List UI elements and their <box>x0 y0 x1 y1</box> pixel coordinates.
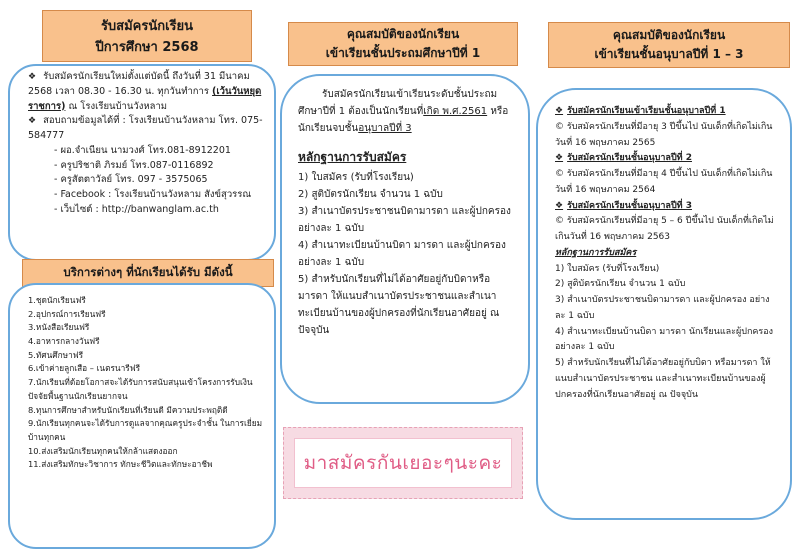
contact-teacher-1: - ครูปริชาติ ภิรมย์ โทร.087-0116892 <box>54 159 214 171</box>
contact-info: ❖ สอบถามข้อมูลได้ที่ : โรงเรียนบ้านวังหลาม โทร. 075-584777 <box>28 115 263 142</box>
list-item: 9.นักเรียนทุกคนจะได้รับการดูแลจากคุณครูประจำชั้น ในการเยี่ยมบ้านทุกคน <box>28 418 263 442</box>
k2-title: ❖ รับสมัครนักเรียนชั้นอนุบาลปีที่ 2 <box>555 153 692 164</box>
diamond-bullet-icon: ❖ <box>28 72 37 82</box>
enrollment-info <box>28 70 264 218</box>
grade1-intro: รับสมัครนักเรียนเข้าเรียนระดับชั้นประถมศึกษาปีที่ 1 ต้องเป็นนักเรียนที่เกิด พ.ศ.2561 หรือนักเรียนจบชั้นอนุบาลปีที่ 3 <box>298 89 509 134</box>
list-item: 10.ส่งเสริมนักเรียนทุกคนให้กล้าแสดงออก <box>28 445 178 456</box>
diamond-bullet-icon: ❖ <box>28 116 37 127</box>
diamond-bullet-icon: ❖ <box>555 200 564 211</box>
diamond-bullet-icon: ❖ <box>555 153 564 164</box>
k2-desc: © รับสมัครนักเรียนที่มีอายุ 4 ปีขึ้นไป นับเด็กที่เกิดไม่เกินวันที่ 16 พฤษภาคม 2564 <box>555 169 773 195</box>
kindergarten-docs-title: หลักฐานการรับสมัคร <box>555 247 637 258</box>
list-item: 1.ชุดนักเรียนฟรี <box>28 295 86 305</box>
list-item: 5) สำหรับนักเรียนที่ไม่ได้อาศัยอยู่กับบิดา หรือมารดา ให้แนบสำเนาบัตรประชาชน และสำเนาทะเบียนบ้านของผู้ปกครองที่นักเรียนอาศัยอยู่ ณ ปัจจุบัน <box>555 358 771 400</box>
enrollment-period: ❖ รับสมัครนักเรียนใหม่ตั้งแต่บัดนี้ ถึงวันที่ 31 มีนาคม 2568 เวลา 08.30 - 16.30 น. ทุกวันทำการ (เว้นวันหยุดราชการ) ณ โรงเรียนบ้านวังหลาม <box>28 71 262 112</box>
list-item: 3) สำเนาบัตรประชาชนบิดามารดา และผู้ปกครอง อย่างละ 1 ฉบับ <box>298 206 511 235</box>
list-item: 4) สำเนาทะเบียนบ้านบิดา มารดา และผู้ปกครอง อย่างละ 1 ฉบับ <box>298 240 506 269</box>
list-item: 5.ทัศนศึกษาฟรี <box>28 349 84 360</box>
k1-desc: © รับสมัครนักเรียนที่มีอายุ 3 ปีขึ้นไป นับเด็กที่เกิดไม่เกินวันที่ 16 พฤษภาคม 2565 <box>555 121 773 148</box>
list-item: 2) สูติบัตรนักเรียน จำนวน 1 ฉบับ <box>298 189 443 201</box>
list-item: 1) ใบสมัคร (รับที่โรงเรียน) <box>298 172 414 184</box>
services-list <box>28 294 264 472</box>
list-item: 1) ใบสมัคร (รับที่โรงเรียน) <box>555 263 660 274</box>
grade1-docs-title: หลักฐานการรับสมัคร <box>298 150 407 164</box>
grade1-content <box>298 86 512 339</box>
enrollment-title: รับสมัครนักเรียน <box>100 19 194 34</box>
contact-facebook: - Facebook : โรงเรียนบ้านวังหลาม สังข์สุวรรณ <box>54 189 252 201</box>
k1-title: ❖ รับสมัครนักเรียนเข้าเรียนชั้นอนุบาลปีที่ 1 <box>555 106 726 116</box>
enrollment-header <box>42 10 252 62</box>
signup-banner-text: มาสมัครกันเยอะๆนะคะ <box>294 438 512 488</box>
grade1-header: คุณสมบัติของนักเรียน เข้าเรียนชั้นประถมศึกษาปีที่ 1 <box>288 22 518 66</box>
list-item: 7.นักเรียนที่ด้อยโอกาสจะได้รับการสนับสนุนเข้าโครงการรับเงินปัจจัยพื้นฐานนักเรียนยากจน <box>28 377 253 401</box>
list-item: 2) สูติบัตรนักเรียน จำนวน 1 ฉบับ <box>555 279 686 290</box>
list-item: 8.ทุนการศึกษาสำหรับนักเรียนที่เรียนดี มีความประพฤติดี <box>28 404 228 415</box>
services-header: บริการต่างๆ ที่นักเรียนได้รับ มีดังนี้ <box>22 259 274 287</box>
diamond-bullet-icon: ❖ <box>555 106 564 116</box>
contact-website: - เว็บไซต์ : http://banwanglam.ac.th <box>54 203 219 215</box>
k3-title: ❖ รับสมัครนักเรียนชั้นอนุบาลปีที่ 3 <box>555 200 692 211</box>
list-item: 4) สำเนาทะเบียนบ้านบิดา มารดา นักเรียนและผู้ปกครอง อย่างละ 1 ฉบับ <box>555 326 774 353</box>
kindergarten-content <box>555 104 777 403</box>
academic-year: ปีการศึกษา 2568 <box>95 40 199 55</box>
list-item: 2.อุปกรณ์การเรียนฟรี <box>28 308 106 319</box>
k3-desc: © รับสมัครนักเรียนที่มีอายุ 5 – 6 ปีขึ้นไป นับเด็กที่เกิดไม่เกินวันที่ 16 พฤษภาคม 2563 <box>555 216 774 242</box>
list-item: 11.ส่งเสริมทักษะวิชาการ ทักษะชีวิตและทักษะอาชีพ <box>28 459 213 470</box>
contact-director: - ผอ.จำเนียน นามวงศ์ โทร.081-8912201 <box>54 145 231 157</box>
list-item: 4.อาหารกลางวันฟรี <box>28 336 100 347</box>
list-item: 6.เข้าค่ายลูกเสือ – เนตรนารีฟรี <box>28 363 141 374</box>
list-item: 3.หนังสือเรียนฟรี <box>28 322 90 333</box>
list-item: 3) สำเนาบัตรประชาชนบิดามารดา และผู้ปกครอง อย่างละ 1 ฉบับ <box>555 295 770 321</box>
signup-banner <box>283 427 523 499</box>
list-item: 5) สำหรับนักเรียนที่ไม่ได้อาศัยอยู่กับบิดาหรือมารดา ให้แนบสำเนาบัตรประชาชนและสำเนาทะเบียนบ้านของผู้ปกครองที่นักเรียนอาศัยอยู่ ณ ปัจจุบัน <box>298 274 500 337</box>
contact-teacher-2: - ครูสัตตาวัลย์ โทร. 097 - 3575065 <box>54 174 208 186</box>
kindergarten-header: คุณสมบัติของนักเรียน เข้าเรียนชั้นอนุบาลปีที่ 1 – 3 <box>548 22 790 68</box>
